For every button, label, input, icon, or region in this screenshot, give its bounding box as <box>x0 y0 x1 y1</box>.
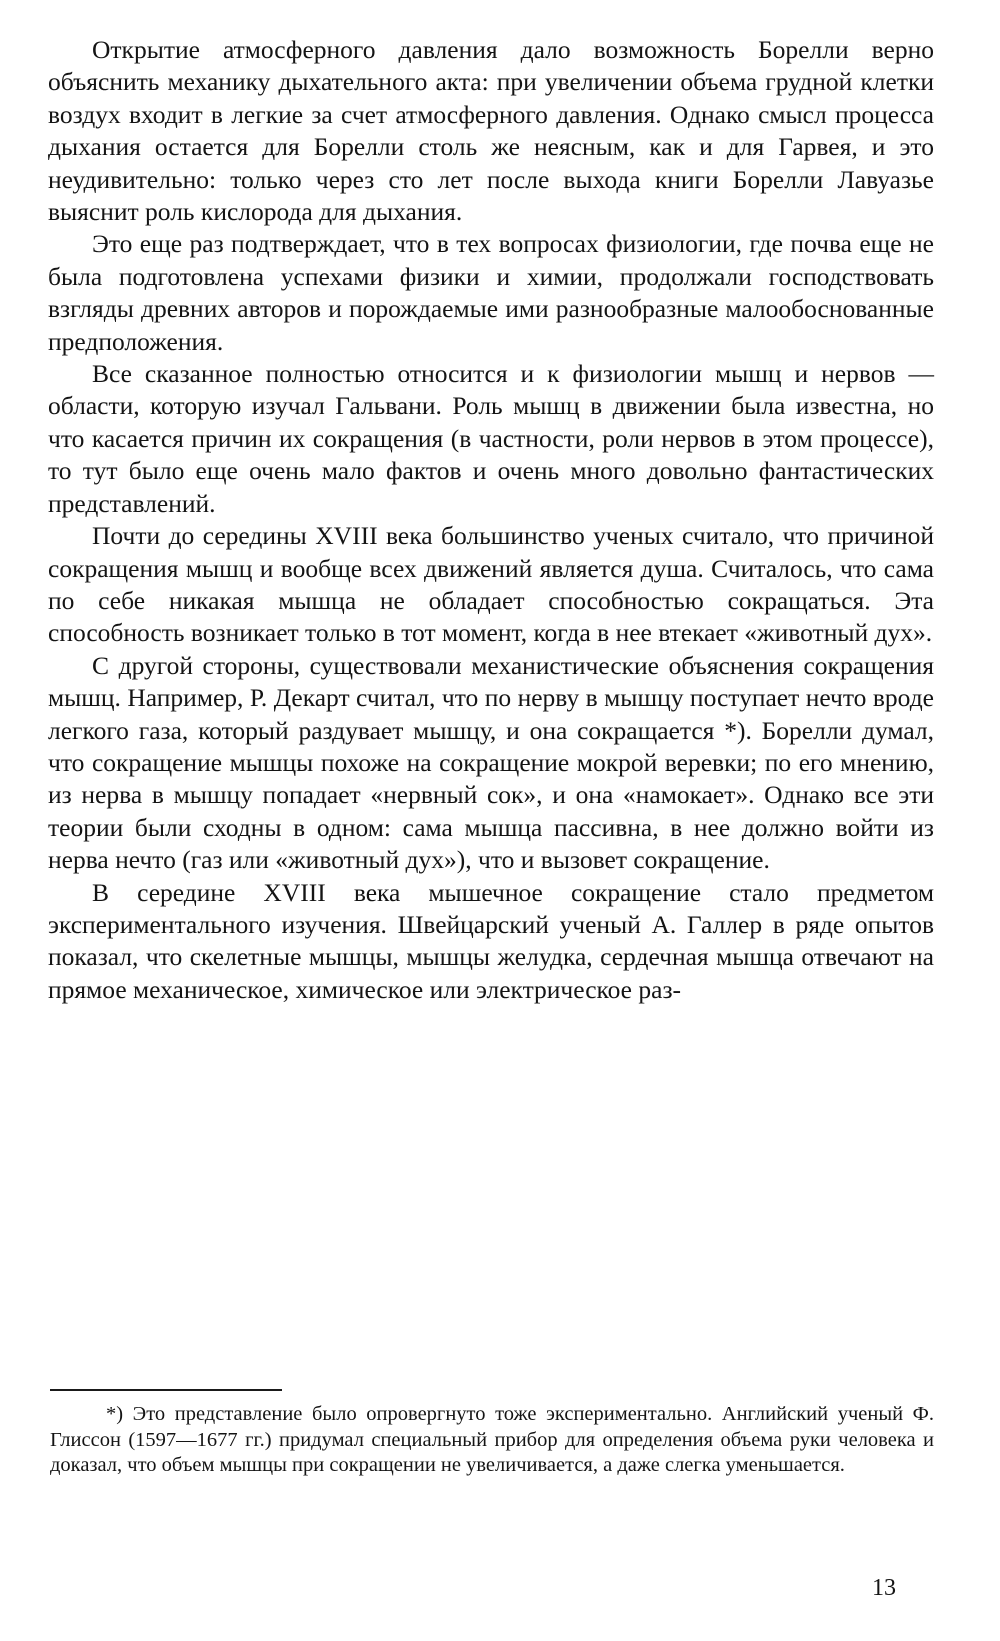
paragraph-5: С другой стороны, существовали механистические объяснения сокращения мышц. Например, Р. Декарт считал, что по нерву в мышцу поступает нечто вроде легкого газа, который раздувает мышцу, и она сокращается *). Борелли думал, что сокращение мышцы похоже на сокращение мокрой веревки; по его мнению, из нерва в мышцу попадает «нервный сок», и она «намокает». Однако все эти теории были сходны в одном: сама мышца пассивна, в нее должно войти из нерва нечто (газ или «животный дух»), что и вызовет сокращение. <box>48 650 934 875</box>
paragraph-2: Это еще раз подтверждает, что в тех вопросах физиологии, где почва еще не была подготовлена успехами физики и химии, продолжали господствовать взгляды древних авторов и порождаемые ими разнообразные малообоснованные предположения. <box>48 229 934 356</box>
paragraph-4: Почти до середины XVIII века большинство ученых считало, что причиной сокращения мышц и вообще всех движений является душа. Считалось, что сама по себе никакая мышца не обладает способностью сокращаться. Эта способность возникает только в тот момент, когда в нее втекает «животный дух». <box>48 521 934 648</box>
paragraph-1: Открытие атмосферного давления дало возможность Борелли верно объяснить механику дыхательного акта: при увеличении объема грудной клетки воздух входит в легкие за счет атмосферного давления. Однако смысл процесса дыхания остается для Борелли столь же неясным, как и для Гарвея, и это неудивительно: только через сто лет после выхода книги Борелли Лавуазье выяснит роль кислорода для дыхания. <box>48 35 934 227</box>
paragraph-6: В середине XVIII века мышечное сокращение стало предметом экспериментального изучения. Швейцарский ученый А. Галлер в ряде опытов показал, что скелетные мышцы, мышцы желудка, сердечная мышца отвечают на прямое механическое, химическое или электрическое раз- <box>48 877 934 1004</box>
main-text <box>48 34 934 1006</box>
footnote-divider <box>50 1389 282 1391</box>
footnote: *) Это представление было опровергнуто тоже экспериментально. Английский ученый Ф. Глиссон (1597—1677 гг.) придумал специальный прибор для определения объема руки человека и доказал, что объем мышцы при сокращении не увеличивается, а даже слегка уменьшается. <box>50 1403 934 1476</box>
paragraph-3: Все сказанное полностью относится и к физиологии мышц и нервов — области, которую изучал Гальвани. Роль мышц в движении была известна, но что касается причин их сокращения (в частности, роли нервов в этом процессе), то тут было еще очень мало фактов и очень много довольно фантастических представлений. <box>48 359 934 518</box>
page-number: 13 <box>872 1575 896 1601</box>
